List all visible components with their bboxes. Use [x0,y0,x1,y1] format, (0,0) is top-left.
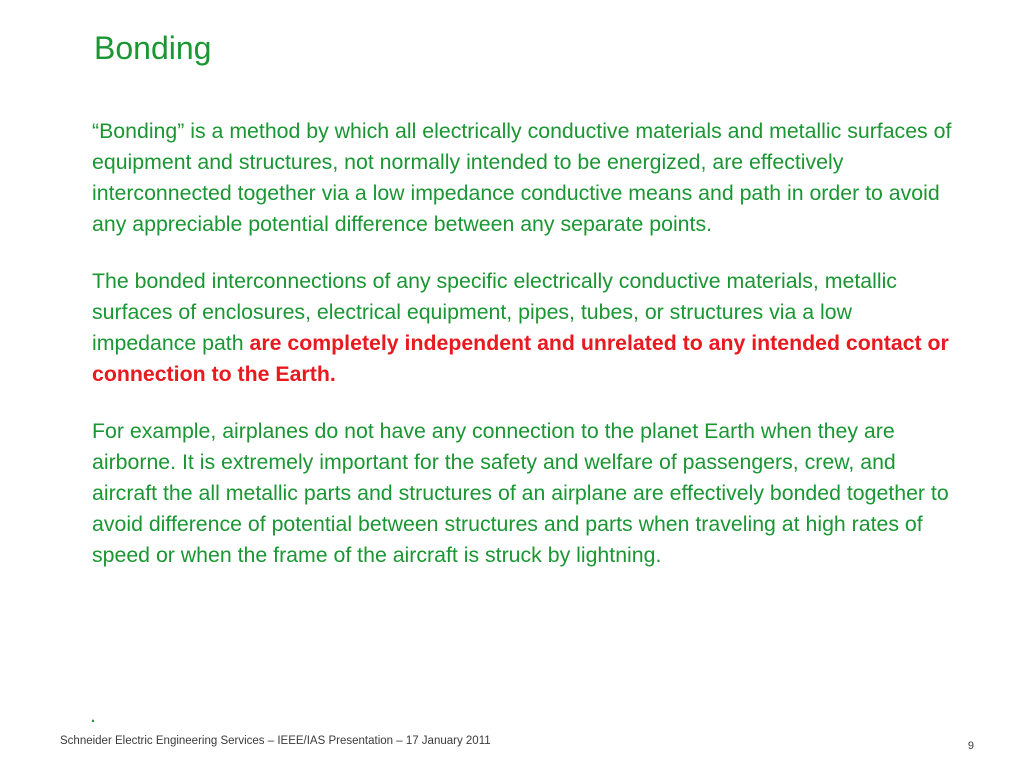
paragraph-bonding-definition [92,116,962,240]
paragraph-text: The bonded interconnections of any specific electrically conductive materials, metallic surfaces of enclosures, electrical equipment, pipes, tubes, or structures via a low impedance path [92,269,897,355]
slide-title: Bonding [94,30,212,66]
stray-bullet: . [90,704,96,727]
page-number: 9 [967,740,974,752]
paragraph-text: “Bonding” is a method by which all electrically conductive materials and metallic surfaces of equipment and structures, not normally intended to be energized, are effectively interconnected together via a low impedance conductive means and path in order to avoid any appreciable potential difference between any separate points. [92,119,952,236]
paragraph-bonded-interconnections [92,266,962,390]
footer-text: Schneider Electric Engineering Services – IEEE/IAS Presentation – 17 January 2011 [60,735,491,747]
slide-body [92,116,962,597]
paragraph-airplane-example [92,416,962,571]
emphasis-text: are completely independent and unrelated to any intended contact or connection to the Earth. [92,331,949,386]
paragraph-text: For example, airplanes do not have any connection to the planet Earth when they are airborne. It is extremely important for the safety and welfare of passengers, crew, and aircraft the all metallic parts and structures of an airplane are effectively bonded together to avoid difference of potential between structures and parts when traveling at high rates of speed or when the frame of the aircraft is struck by lightning. [92,419,949,567]
